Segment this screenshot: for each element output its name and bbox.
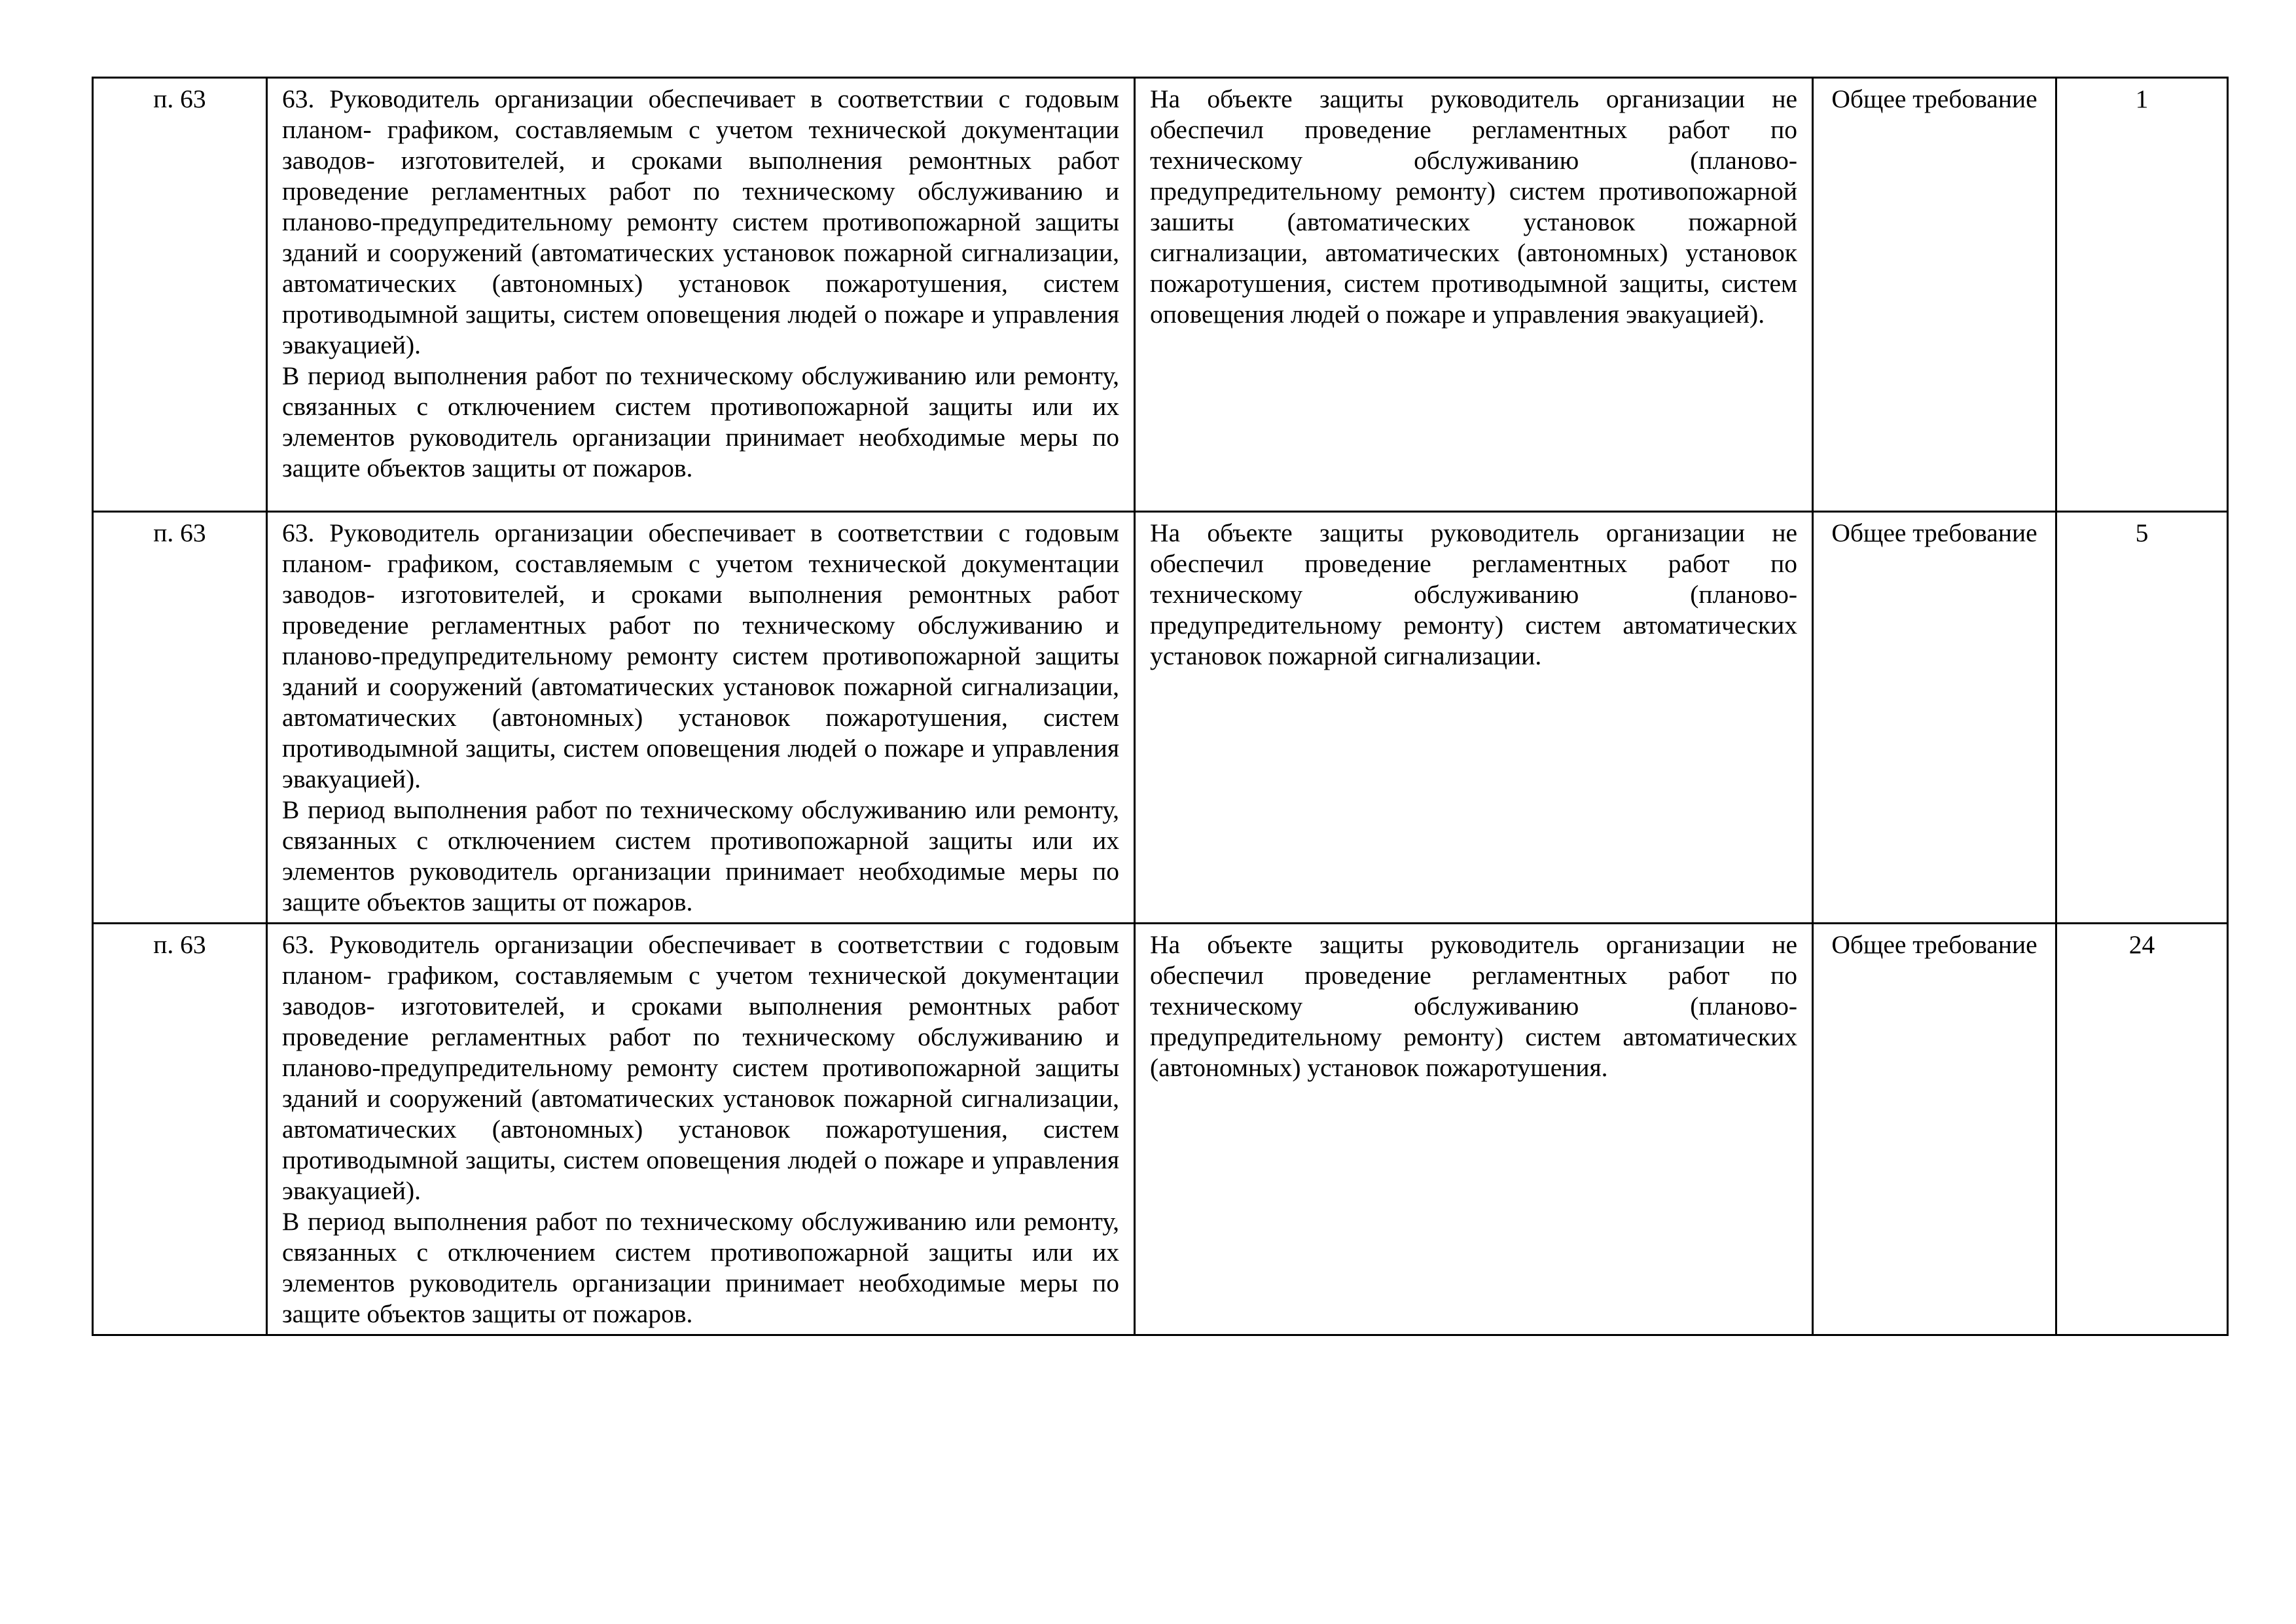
clause-reference: п. 63 <box>93 512 267 924</box>
row-number: 24 <box>2056 924 2228 1335</box>
clause-reference: п. 63 <box>93 924 267 1335</box>
norm-text <box>267 78 1135 512</box>
norm-text <box>267 512 1135 924</box>
requirement-kind: Общее требование <box>1813 78 2056 512</box>
violation-description: На объекте защиты руководитель организации не обеспечил проведение регламентных работ по техническому обслуживанию (планово-предупредительному ремонту) систем автоматических (автономных) установок пожаротушения. <box>1135 924 1813 1335</box>
norm-paragraph-2: В период выполнения работ по техническому обслуживанию или ремонту, связанных с отключением систем противопожарной защиты или их элементов руководитель организации принимает необходимые меры по защите объектов защиты от пожаров. <box>282 361 1119 482</box>
norm-text <box>267 924 1135 1335</box>
norm-paragraph-1: 63. Руководитель организации обеспечивает в соответствии с годовым планом- графиком, составляемым с учетом технической документации заводов- изготовителей, и сроками выполнения ремонтных работ проведение регламентных работ по техническому обслуживанию и планово-предупредительному ремонту систем противопожарной защиты зданий и сооружений (автоматических установок пожарной сигнализации, автоматических (автономных) установок пожаротушения, систем противодымной защиты, систем оповещения людей о пожаре и управления эвакуацией). <box>282 930 1119 1205</box>
norm-paragraph-1: 63. Руководитель организации обеспечивает в соответствии с годовым планом- графиком, составляемым с учетом технической документации заводов- изготовителей, и сроками выполнения ремонтных работ проведение регламентных работ по техническому обслуживанию и планово-предупредительному ремонту систем противопожарной защиты зданий и сооружений (автоматических установок пожарной сигнализации, автоматических (автономных) установок пожаротушения, систем противодымной защиты, систем оповещения людей о пожаре и управления эвакуацией). <box>282 84 1119 359</box>
norm-paragraph-1: 63. Руководитель организации обеспечивает в соответствии с годовым планом- графиком, составляемым с учетом технической документации заводов- изготовителей, и сроками выполнения ремонтных работ проведение регламентных работ по техническому обслуживанию и планово-предупредительному ремонту систем противопожарной защиты зданий и сооружений (автоматических установок пожарной сигнализации, автоматических (автономных) установок пожаротушения, систем противодымной защиты, систем оповещения людей о пожаре и управления эвакуацией). <box>282 518 1119 793</box>
row-number: 5 <box>2056 512 2228 924</box>
requirement-kind: Общее требование <box>1813 924 2056 1335</box>
violation-description: На объекте защиты руководитель организации не обеспечил проведение регламентных работ по техническому обслуживанию (планово-предупредительному ремонту) систем противопожарной зашиты (автоматических установок пожарной сигнализации, автоматических (автономных) установок пожаротушения, систем противодымной защиты, систем оповещения людей о пожаре и управления эвакуацией). <box>1135 78 1813 512</box>
table-row <box>93 78 2228 512</box>
norm-paragraph-2: В период выполнения работ по техническому обслуживанию или ремонту, связанных с отключением систем противопожарной защиты или их элементов руководитель организации принимает необходимые меры по защите объектов защиты от пожаров. <box>282 1207 1119 1328</box>
norm-paragraph-2: В период выполнения работ по техническому обслуживанию или ремонту, связанных с отключением систем противопожарной защиты или их элементов руководитель организации принимает необходимые меры по защите объектов защиты от пожаров. <box>282 795 1119 916</box>
row-number: 1 <box>2056 78 2228 512</box>
requirement-kind: Общее требование <box>1813 512 2056 924</box>
violation-description: На объекте защиты руководитель организации не обеспечил проведение регламентных работ по техническому обслуживанию (планово-предупредительному ремонту) систем автоматических установок пожарной сигнализации. <box>1135 512 1813 924</box>
violations-table <box>92 77 2229 1336</box>
clause-reference: п. 63 <box>93 78 267 512</box>
table-row <box>93 512 2228 924</box>
table-row <box>93 924 2228 1335</box>
